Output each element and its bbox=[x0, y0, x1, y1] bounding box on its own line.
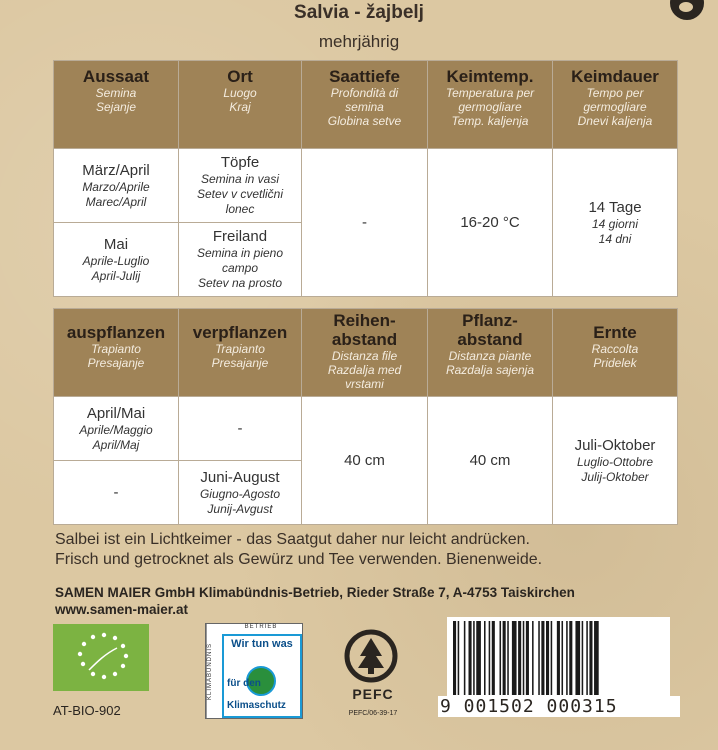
verpflanzen-cell: Juni-August Giugno-Agosto Junij-Avgust bbox=[179, 461, 302, 525]
table-row bbox=[54, 149, 678, 223]
barcode-bar bbox=[546, 621, 549, 695]
barcode-bar bbox=[469, 621, 472, 695]
barcode-bar bbox=[453, 621, 456, 695]
barcode-bar bbox=[476, 621, 481, 695]
klima-text-fuer: für den bbox=[227, 678, 261, 689]
header-cell: Keimtemp. Temperatura per germogliare Temp. kaljenja bbox=[428, 61, 553, 149]
barcode-bar bbox=[538, 621, 540, 695]
aussaat-cell: Mai Aprile-Luglio April-Julij bbox=[54, 223, 179, 297]
verpflanzen-cell: - bbox=[179, 397, 302, 461]
barcode-bar bbox=[566, 621, 568, 695]
header-cell: Ernte Raccolta Pridelek bbox=[553, 309, 678, 397]
header-cell: Saattiefe Profondità di semina Globina setve bbox=[302, 61, 428, 149]
product-title: Salvia - žajbelj bbox=[294, 2, 424, 23]
klima-badge bbox=[222, 634, 302, 718]
header-cell: Keimdauer Tempo per germogliare Dnevi kaljenja bbox=[553, 61, 678, 149]
barcode-bar bbox=[458, 621, 460, 695]
barcode-bar bbox=[569, 621, 572, 695]
table-row bbox=[54, 397, 678, 461]
klima-side-text: KLIMABÜNDNIS bbox=[206, 624, 220, 718]
barcode-bar bbox=[562, 621, 564, 695]
pefc-logo-icon bbox=[338, 626, 404, 694]
keimdauer-cell: 14 Tage 14 giorni 14 dni bbox=[553, 149, 678, 297]
header-cell: Reihen- abstand Distanza file Razdalja med vrstami bbox=[302, 309, 428, 397]
aussaat-cell: März/April Marzo/Aprile Marec/April bbox=[54, 149, 179, 223]
auspflanzen-cell: - bbox=[54, 461, 179, 525]
klima-slogan: Wir tun was bbox=[231, 638, 293, 650]
barcode-bar bbox=[473, 621, 475, 695]
auspflanzen-cell: April/Mai Aprile/Maggio April/Maj bbox=[54, 397, 179, 461]
barcode-bar bbox=[541, 621, 544, 695]
ort-cell: Freiland Semina in pieno campo Setev na prosto bbox=[179, 223, 302, 297]
info-line: Frisch und getrocknet als Gewürz und Tee verwenden. Bienenweide. bbox=[55, 551, 543, 568]
header-cell: auspflanzen Trapianto Presajanje bbox=[54, 309, 179, 397]
barcode-bar bbox=[575, 621, 580, 695]
barcode-bar bbox=[557, 621, 560, 695]
klima-text-klimaschutz: Klimaschutz bbox=[227, 700, 286, 711]
barcode-bar bbox=[594, 621, 599, 695]
barcode-bar bbox=[586, 621, 588, 695]
pefc-code: PEFC/06-39-17 bbox=[348, 710, 398, 717]
website-link[interactable]: www.samen-maier.at bbox=[55, 602, 189, 617]
ernte-cell: Juli-Oktober Luglio-Ottobre Julij-Oktober bbox=[553, 397, 678, 525]
organic-certification-code: AT-BIO-902 bbox=[53, 703, 121, 718]
barcode-bar bbox=[484, 621, 486, 695]
barcode-bar bbox=[551, 621, 553, 695]
barcode-bar bbox=[589, 621, 592, 695]
pefc-label: PEFC bbox=[352, 686, 394, 702]
barcode-bar bbox=[492, 621, 495, 695]
planting-table-header bbox=[54, 309, 678, 397]
sowing-table-header bbox=[54, 61, 678, 149]
barcode-bar bbox=[526, 621, 529, 695]
growing-info bbox=[55, 530, 542, 570]
klimabuendnis-logo bbox=[205, 623, 303, 719]
sowing-table bbox=[53, 60, 678, 297]
header-cell: Aussaat Semina Sejanje bbox=[54, 61, 179, 149]
barcode-bar bbox=[500, 621, 502, 695]
saattiefe-cell: - bbox=[302, 149, 428, 297]
barcode-number: 9 001502 000315 bbox=[438, 696, 680, 717]
info-line: Salbei ist ein Lichtkeimer - das Saatgut daher nur leicht andrücken. bbox=[55, 531, 530, 548]
ort-cell: Töpfe Semina in vasi Setev v cvetlični lonec bbox=[179, 149, 302, 223]
reihenabstand-cell: 40 cm bbox=[302, 397, 428, 525]
pflanzabstand-cell: 40 cm bbox=[428, 397, 553, 525]
eu-organic-logo-icon bbox=[53, 624, 149, 691]
barcode-bar bbox=[518, 621, 521, 695]
barcode-bar bbox=[489, 621, 491, 695]
barcode-bar bbox=[582, 621, 584, 695]
keimtemp-cell: 16-20 °C bbox=[428, 149, 553, 297]
planting-table bbox=[53, 308, 678, 525]
header-cell: Pflanz- abstand Distanza piante Razdalja sajenja bbox=[428, 309, 553, 397]
barcode-bar bbox=[523, 621, 525, 695]
company-address: SAMEN MAIER GmbH Klimabündnis-Betrieb, Rieder Straße 7, A-4753 Taiskirchen bbox=[55, 585, 575, 600]
barcode-bar bbox=[532, 621, 534, 695]
product-subtitle: mehrjährig bbox=[318, 32, 400, 51]
barcode-bar bbox=[503, 621, 506, 695]
barcode-bar bbox=[507, 621, 509, 695]
barcode-bar bbox=[512, 621, 517, 695]
header-cell: Ort Luogo Kraj bbox=[179, 61, 302, 149]
header-cell: verpflanzen Trapianto Presajanje bbox=[179, 309, 302, 397]
barcode-bar bbox=[464, 621, 466, 695]
klima-top-text: BETRIEB bbox=[244, 624, 278, 630]
